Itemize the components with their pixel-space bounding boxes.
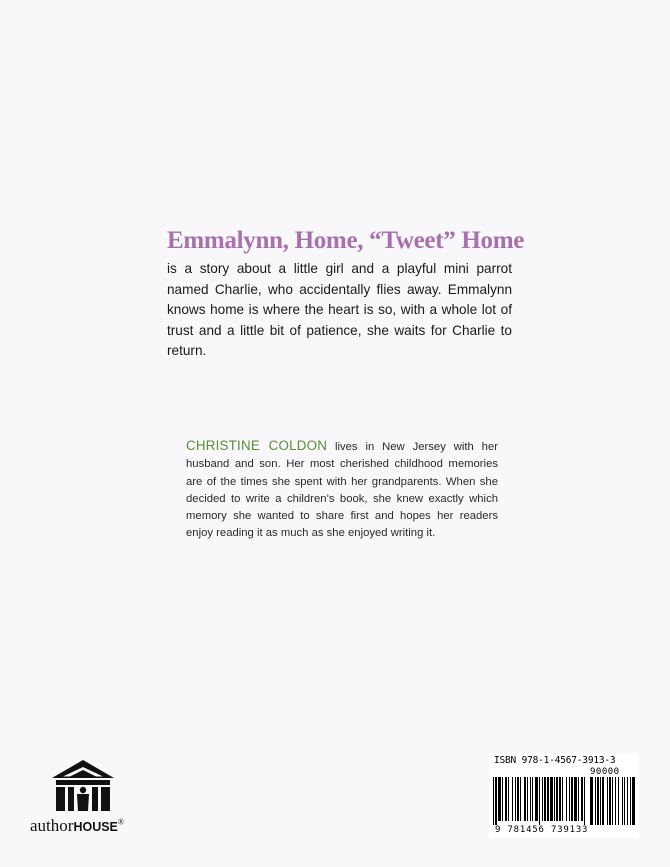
book-title: Emmalynn, Home, “Tweet” Home [167, 227, 525, 254]
publisher-name-prefix: author [30, 816, 74, 835]
barcode-addon-bar [632, 777, 635, 825]
barcode-bar [562, 777, 563, 821]
barcode-addon-bar [602, 777, 604, 825]
barcode-addon-bar [615, 777, 616, 825]
barcode-bar [571, 777, 573, 821]
barcode-bar [569, 777, 570, 821]
isbn-barcode [489, 753, 639, 838]
barcode-bar [566, 777, 567, 821]
barcode-bar [495, 777, 497, 825]
barcode-addon-bar [612, 777, 613, 825]
barcode-addon-bar [597, 777, 599, 825]
barcode-bar [530, 777, 531, 821]
barcode-bar [512, 777, 513, 821]
author-bio-paragraph [186, 437, 498, 543]
barcode-bar [527, 777, 528, 821]
barcode-bar [535, 777, 538, 821]
barcode-bar [584, 777, 585, 825]
author-name: CHRISTINE COLDON [186, 438, 328, 453]
barcode-bar [574, 777, 577, 821]
barcode-bar [542, 777, 543, 821]
barcode-addon-bar [595, 777, 596, 825]
barcode-ean-digits: 9 781456 739133 [495, 825, 589, 835]
barcode-bar [493, 777, 494, 825]
registered-mark: ® [117, 817, 124, 827]
barcode-addon-bar [600, 777, 601, 825]
barcode-addon-bar [609, 777, 611, 825]
book-blurb: is a story about a little girl and a playful mini parrot named Charlie, who accidentally flies away. Emmalynn knows home is where the heart is so, with a whole lot of trust and a little bit of patience, she waits for Charlie to return. [167, 261, 512, 358]
isbn-label: ISBN 978-1-4567-3913-3 [494, 755, 616, 766]
barcode-addon-bar [622, 777, 623, 825]
barcode-bar [556, 777, 558, 821]
house-icon [50, 758, 116, 814]
barcode-bar [520, 777, 521, 821]
barcode-bars [489, 777, 639, 825]
barcode-bar [539, 777, 540, 825]
barcode-bar [502, 777, 503, 821]
barcode-bar [554, 777, 555, 821]
barcode-bar [508, 777, 509, 821]
barcode-bar [544, 777, 546, 821]
barcode-bar [547, 777, 549, 821]
barcode-addon-bar [624, 777, 625, 825]
barcode-bar [517, 777, 519, 821]
barcode-addon-digits: 90000 [590, 767, 620, 777]
barcode-bar [498, 777, 501, 821]
barcode-addon-bar [630, 777, 631, 825]
barcode-bar [559, 777, 561, 821]
barcode-bar [581, 777, 583, 821]
barcode-addon-bar [590, 777, 593, 825]
barcode-bar [524, 777, 526, 821]
barcode-bar [515, 777, 516, 821]
barcode-addon-bar [627, 777, 628, 825]
barcode-bar [532, 777, 533, 821]
publisher-logo [30, 758, 150, 838]
barcode-addon-bar [618, 777, 619, 825]
author-bio-text: lives in New Jersey with her husband and son. Her most cherished childhood memories are of the times she spent with her grandparents. When she decided to write a children’s book, she knew exactly which memory she wanted to share first and hopes her readers enjoy reading it as much as she enjoyed writing it. [186, 441, 499, 540]
barcode-bar [505, 777, 507, 821]
barcode-addon-bar [607, 777, 608, 825]
publisher-name-suffix: HOUSE [73, 820, 118, 834]
publisher-wordmark [30, 816, 124, 836]
barcode-bar [550, 777, 553, 821]
barcode-bar [578, 777, 579, 821]
